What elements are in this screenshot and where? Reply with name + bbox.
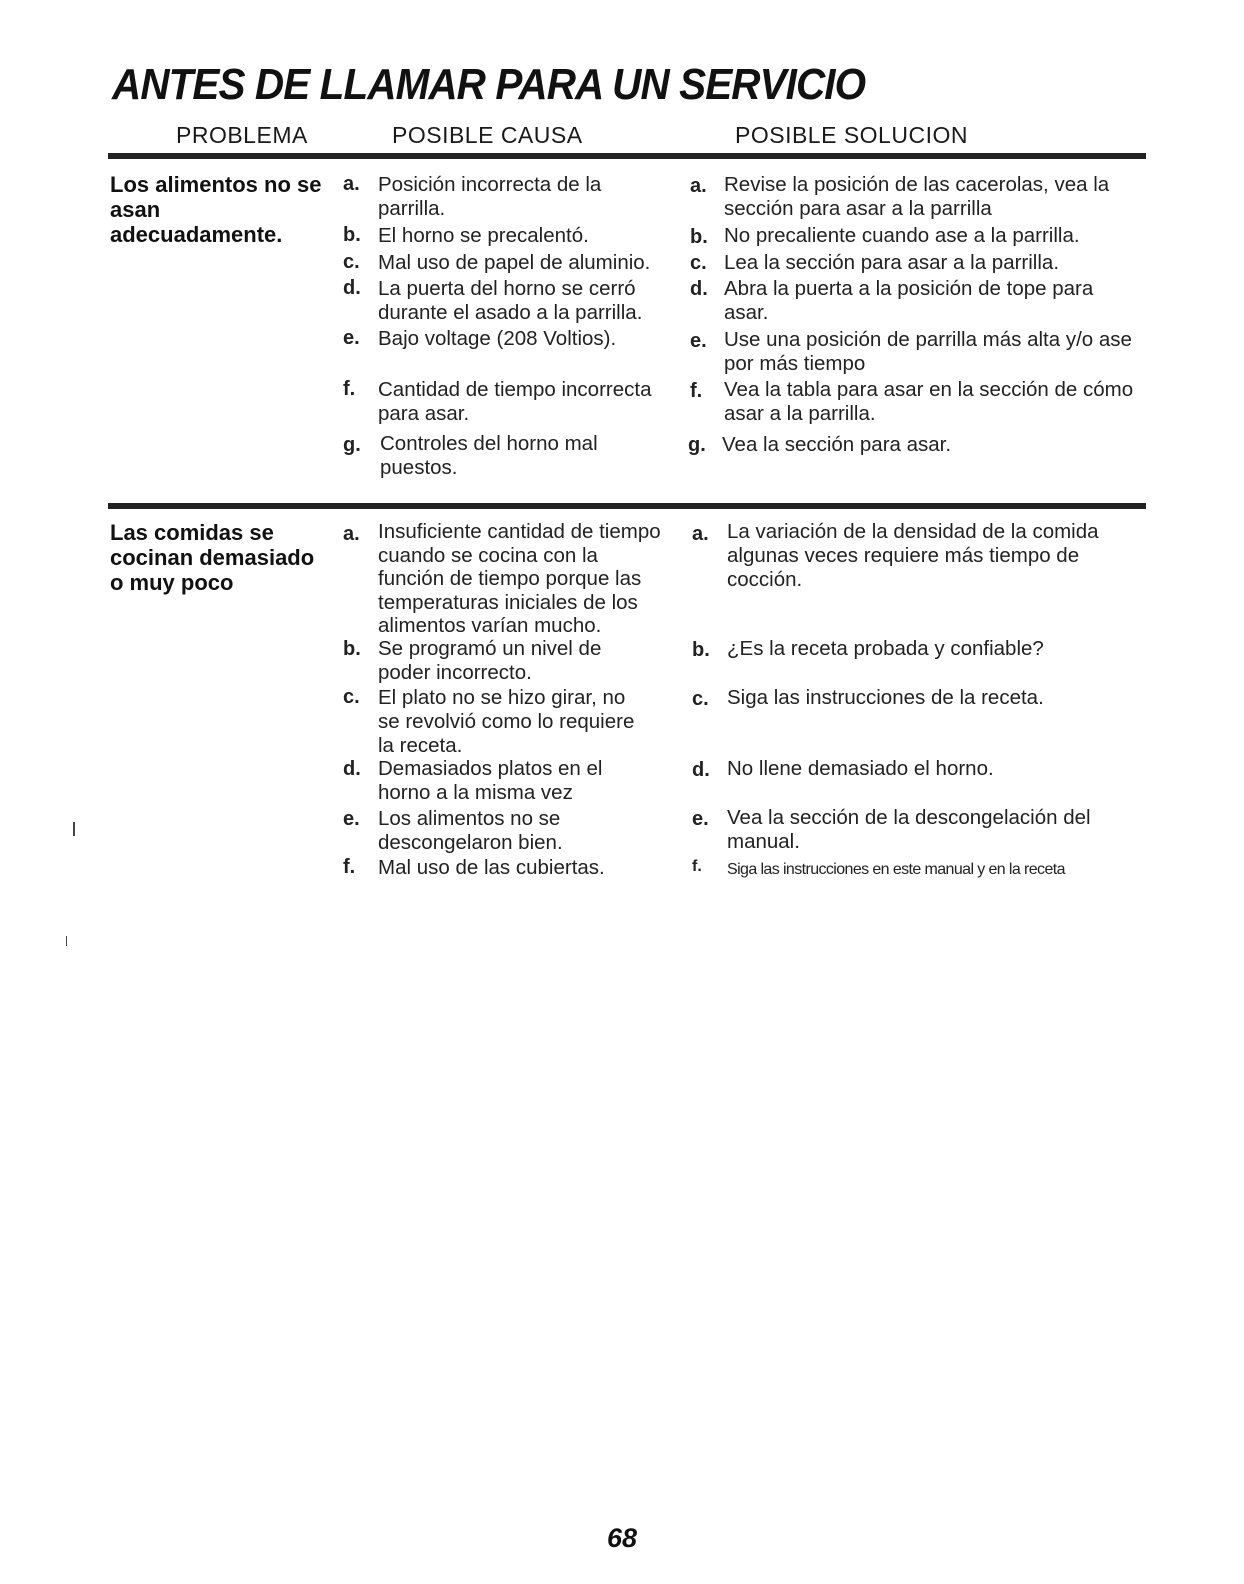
cause-1b-letter: b. [343,224,361,246]
solution-2e-letter: e. [692,808,709,830]
solution-1e: Use una posición de parrilla más alta y/o ase por más tiempo [724,328,1132,375]
solution-1d: Abra la puerta a la posición de tope para asar. [724,277,1094,324]
solution-2b: ¿Es la receta probada y confiable? [727,637,1044,660]
solution-2c: Siga las instrucciones de la receta. [727,686,1044,709]
solution-1f-letter: f. [690,380,703,402]
cause-1a-letter: a. [343,173,360,195]
cause-2b-letter: b. [343,638,361,660]
solution-2f: Siga las instrucciones en este manual y en la receta [727,861,1065,878]
solution-1b: No precaliente cuando ase a la parrilla. [724,224,1080,247]
cause-2a-letter: a. [343,523,360,545]
cause-2e: Los alimentos no se descongelaron bien. [378,807,563,854]
cause-1e-letter: e. [343,327,360,349]
cause-2e-letter: e. [343,808,360,830]
cause-1f: Cantidad de tiempo incorrecta para asar. [378,378,652,425]
cause-1e: Bajo voltage (208 Voltios). [378,327,617,350]
solution-1e-letter: e. [690,330,707,352]
cause-1c-letter: c. [343,251,360,273]
page-number: 68 [607,1523,638,1553]
solution-1c: Lea la sección para asar a la parrilla. [724,251,1060,274]
cause-1d-letter: d. [343,277,361,299]
solution-2d-letter: d. [692,759,710,781]
solution-2f-letter: f. [692,858,702,875]
scan-mark [73,822,75,836]
solution-2c-letter: c. [692,688,709,710]
solution-2a: La variación de la densidad de la comida algunas veces requiere más tiempo de cocción. [727,520,1099,591]
solution-1f: Vea la tabla para asar en la sección de cómo asar a la parrilla. [724,378,1134,425]
cause-1b: El horno se precalentó. [378,224,589,247]
cause-2a: Insuficiente cantidad de tiempo cuando se cocina con la función de tiempo porque las temperaturas iniciales de los alimentos varían mucho. [378,520,661,637]
cause-2f: Mal uso de las cubiertas. [378,856,605,879]
solution-1g-letter: g. [688,434,706,456]
solution-1a: Revise la posición de las cacerolas, vea la sección para asar a la parrilla [724,173,1110,220]
cause-2f-letter: f. [343,856,356,878]
page-title: ANTES DE LLAMAR PARA UN SERVICIO [112,60,866,109]
cause-2c: El plato no se hizo girar, no se revolvió como lo requiere la receta. [378,686,635,757]
solution-1d-letter: d. [690,278,708,300]
header-solution: POSIBLE SOLUCION [735,122,968,148]
solution-2e: Vea la sección de la descongelación del manual. [727,806,1091,853]
solution-1a-letter: a. [690,175,707,197]
cause-2b: Se programó un nivel de poder incorrecto. [378,637,602,684]
cause-2d-letter: d. [343,758,361,780]
divider-top [108,153,1146,159]
solution-1b-letter: b. [690,226,708,248]
solution-2a-letter: a. [692,523,709,545]
cause-2d: Demasiados platos en el horno a la misma vez [378,757,603,804]
cause-1c: Mal uso de papel de aluminio. [378,251,651,274]
problem-1: Los alimentos no se asan adecuadamente. [110,172,322,247]
cause-1g: Controles del horno mal puestos. [380,432,598,479]
problem-2: Las comidas se cocinan demasiado o muy poco [110,520,315,595]
solution-2d: No llene demasiado el horno. [727,757,994,780]
cause-1d: La puerta del horno se cerró durante el asado a la parrilla. [378,277,643,324]
cause-1g-letter: g. [343,434,361,456]
header-cause: POSIBLE CAUSA [392,122,583,148]
solution-1c-letter: c. [690,252,707,274]
cause-1a: Posición incorrecta de la parrilla. [378,173,602,220]
divider-middle [108,503,1146,509]
scan-mark [66,936,67,946]
cause-1f-letter: f. [343,378,356,400]
solution-1g: Vea la sección para asar. [722,433,952,456]
cause-2c-letter: c. [343,686,360,708]
header-problem: PROBLEMA [176,122,308,148]
solution-2b-letter: b. [692,639,710,661]
